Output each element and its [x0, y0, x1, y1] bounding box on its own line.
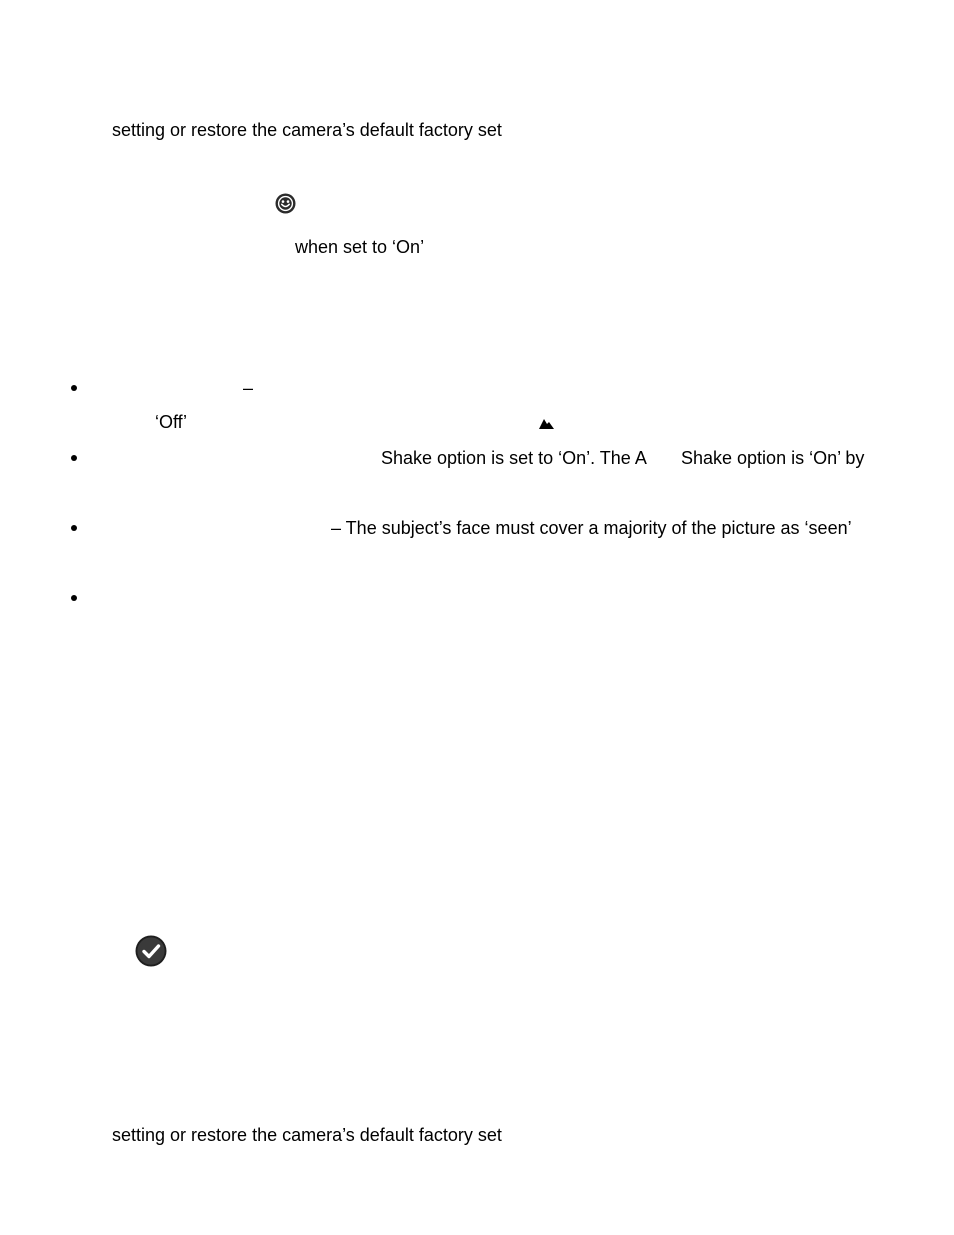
bullet-1-off-text: ‘Off’: [155, 412, 188, 432]
checkmark-circle-icon: [135, 935, 167, 967]
bullet-2-middle-text: Shake option is set to ‘On’. The A: [381, 448, 647, 468]
bullet-2-end-text: Shake option is ‘On’ by: [681, 448, 865, 468]
bullet-3-text: – The subject’s face must cover a majority of the picture as ‘seen’: [331, 518, 852, 538]
when-set-on-text: when set to ‘On’: [295, 237, 425, 257]
top-setting-text: setting or restore the camera’s default factory set: [112, 120, 502, 140]
bullet-1-dash: –: [243, 378, 254, 398]
bullet-1: [71, 385, 77, 391]
bullet-3: [71, 525, 77, 531]
bottom-setting-text: setting or restore the camera’s default factory set: [112, 1125, 502, 1145]
bullet-4: [71, 595, 77, 601]
bullet-2: [71, 455, 77, 461]
landscape-mountain-icon: [539, 414, 555, 428]
smiley-face-icon: [275, 193, 296, 214]
